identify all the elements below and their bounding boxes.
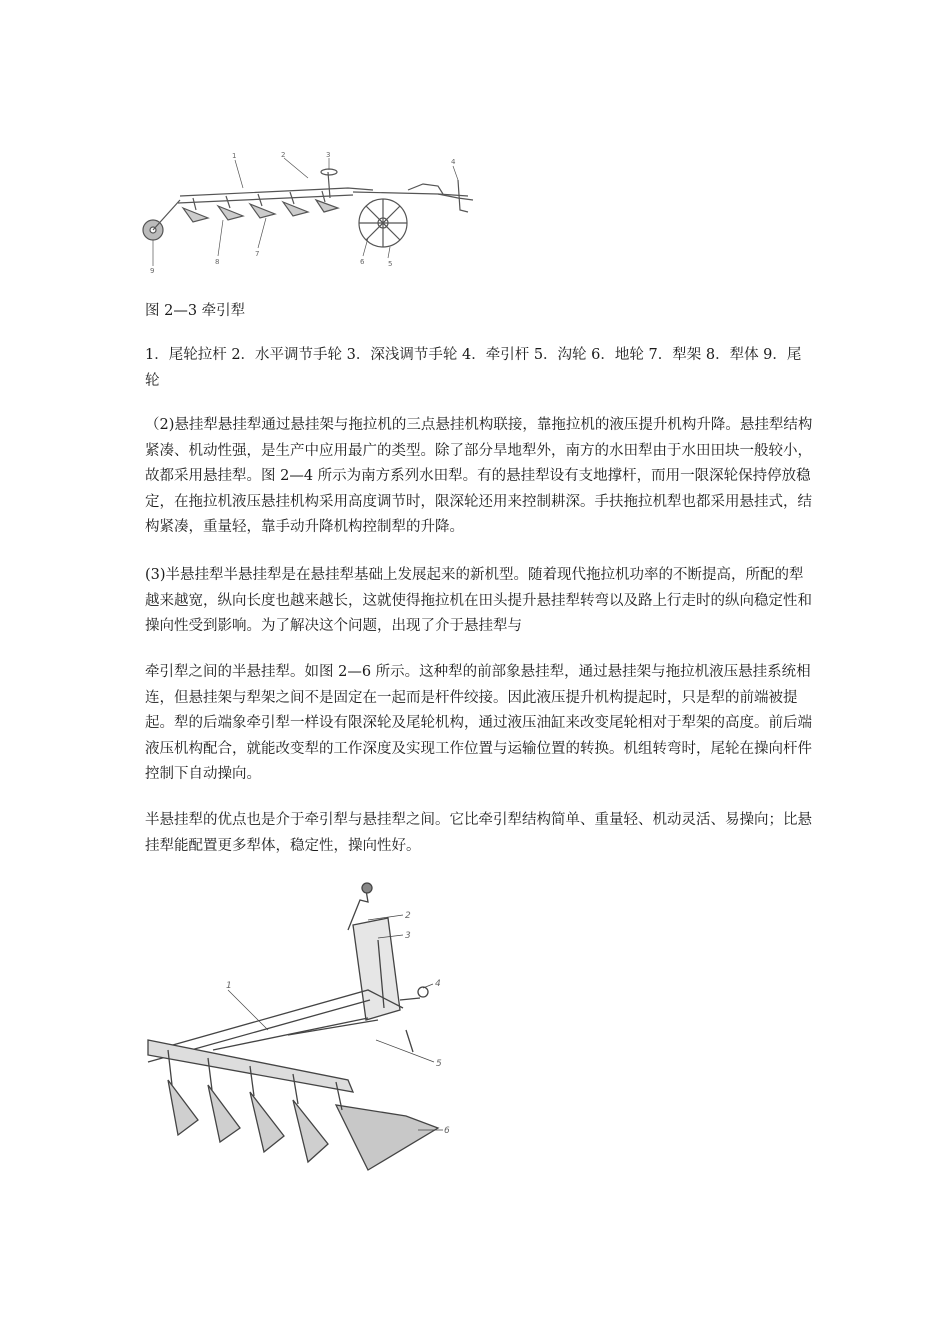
fig2-callout-5: 5 <box>436 1059 442 1069</box>
paragraph-semi-mounted-advantages: 半悬挂犁的优点也是介于牵引犁与悬挂犁之间。它比牵引犁结构简单、重量轻、机动灵活、易操向；比悬挂犁能配置更多犁体，稳定性，操向性好。 <box>145 812 812 854</box>
fig1-callout-4: 4 <box>451 158 456 166</box>
paragraph-semi-mounted-continued: 牵引犁之间的半悬挂犁。如图 2—6 所示。这种犁的前部象悬挂犁，通过悬挂架与拖拉机液压悬挂系统相连，但悬挂架与犁架之间不是固定在一起而是杆件绞接。因此液压提升机构提起时，只是犁的前端被提起。犁的后端象牵引犁一样设有限深轮及尾轮机构，通过液压油缸来改变尾轮相对于犁架的高度。前后端液压机构配合，就能改变犁的工作深度及实现工作位置与运输位置的转换。机组转弯时，尾轮在操向杆件控制下自动操向。 <box>145 664 812 782</box>
fig1-callout-8: 8 <box>215 258 220 266</box>
paragraph-mounted-plough: （2)悬挂犁悬挂犁通过悬挂架与拖拉机的三点悬挂机构联接，靠拖拉机的液压提升机构升降。悬挂犁结构紧凑、机动性强，是生产中应用最广的类型。除了部分旱地犁外，南方的水田犁由于水田田块一般较小，故都采用悬挂犁。图 2—4 所示为南方系列水田犁。有的悬挂犁设有支地撑杆，而用一限深轮保持停放稳定，在拖拉机液压悬挂机构采用高度调节时，限深轮还用来控制耕深。手扶拖拉机犁也都采用悬挂式，结构紧凑，重量轻，靠手动升降机构控制犁的升降。 <box>145 417 813 535</box>
fig1-callout-7: 7 <box>255 250 260 258</box>
semi-mounted-plough-illustration <box>138 880 458 1172</box>
fig1-callout-1: 1 <box>232 152 237 160</box>
figure1-caption: 图 2—3 牵引犁 <box>145 303 246 319</box>
trailed-plough-illustration <box>138 148 483 276</box>
fig1-callout-6: 6 <box>360 258 365 266</box>
figure1-legend: 1．尾轮拉杆 2．水平调节手轮 3．深浅调节手轮 4．牵引杆 5．沟轮 6．地轮 7．犁架 8．犁体 9．尾轮 <box>145 347 802 389</box>
fig2-callout-6: 6 <box>444 1126 450 1136</box>
fig2-callout-1: 1 <box>226 981 232 991</box>
paragraph-semi-mounted-plough: (3)半悬挂犁半悬挂犁是在悬挂犁基础上发展起来的新机型。随着现代拖拉机功率的不断提高，所配的犁越来越宽，纵向长度也越来越长，这就使得拖拉机在田头提升悬挂犁转弯以及路上行走时的纵向稳定性和操向性受到影响。为了解决这个问题，出现了介于悬挂犁与 <box>145 567 812 634</box>
fig2-callout-2: 2 <box>405 911 411 921</box>
fig1-callout-5: 5 <box>388 260 393 268</box>
fig1-callout-2: 2 <box>281 151 286 159</box>
fig2-callout-4: 4 <box>435 979 441 989</box>
fig1-callout-9: 9 <box>150 267 155 275</box>
fig2-callout-3: 3 <box>405 931 411 941</box>
fig1-callout-3: 3 <box>326 151 331 159</box>
